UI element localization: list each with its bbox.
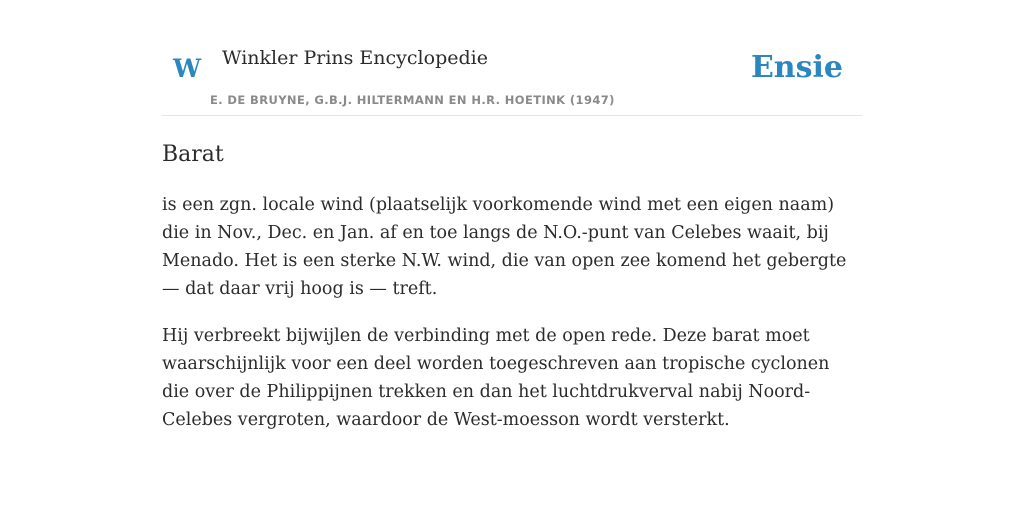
entry-title: Barat bbox=[162, 142, 224, 167]
brand-logo-link[interactable]: Ensie bbox=[750, 50, 843, 85]
source-authors: E. DE BRUYNE, G.B.J. HILTERMANN EN H.R. HOETINK (1947) bbox=[210, 93, 615, 107]
source-logo[interactable]: W bbox=[173, 54, 202, 83]
source-title[interactable]: Winkler Prins Encyclopedie bbox=[222, 47, 488, 69]
entry-body bbox=[162, 191, 862, 434]
entry-paragraph: Hij verbreekt bijwijlen de verbinding met de open rede. Deze barat moet waarschijnlijk voor een deel worden toegeschreven aan tropische cyclonen die over de Philippijnen trekken en dan het luchtdrukverval nabij Noord-Celebes vergroten, waardoor de West-moesson wordt versterkt. bbox=[162, 326, 830, 430]
source-header bbox=[162, 40, 862, 116]
entry-paragraph: is een zgn. locale wind (plaatselijk voorkomende wind met een eigen naam) die in Nov., Dec. en Jan. af en toe langs de N.O.-punt van Celebes waait, bij Menado. Het is een sterke N.W. wind, die van open zee komend het gebergte — dat daar vrij hoog is — treft. bbox=[162, 195, 847, 299]
entry-card bbox=[162, 40, 862, 453]
